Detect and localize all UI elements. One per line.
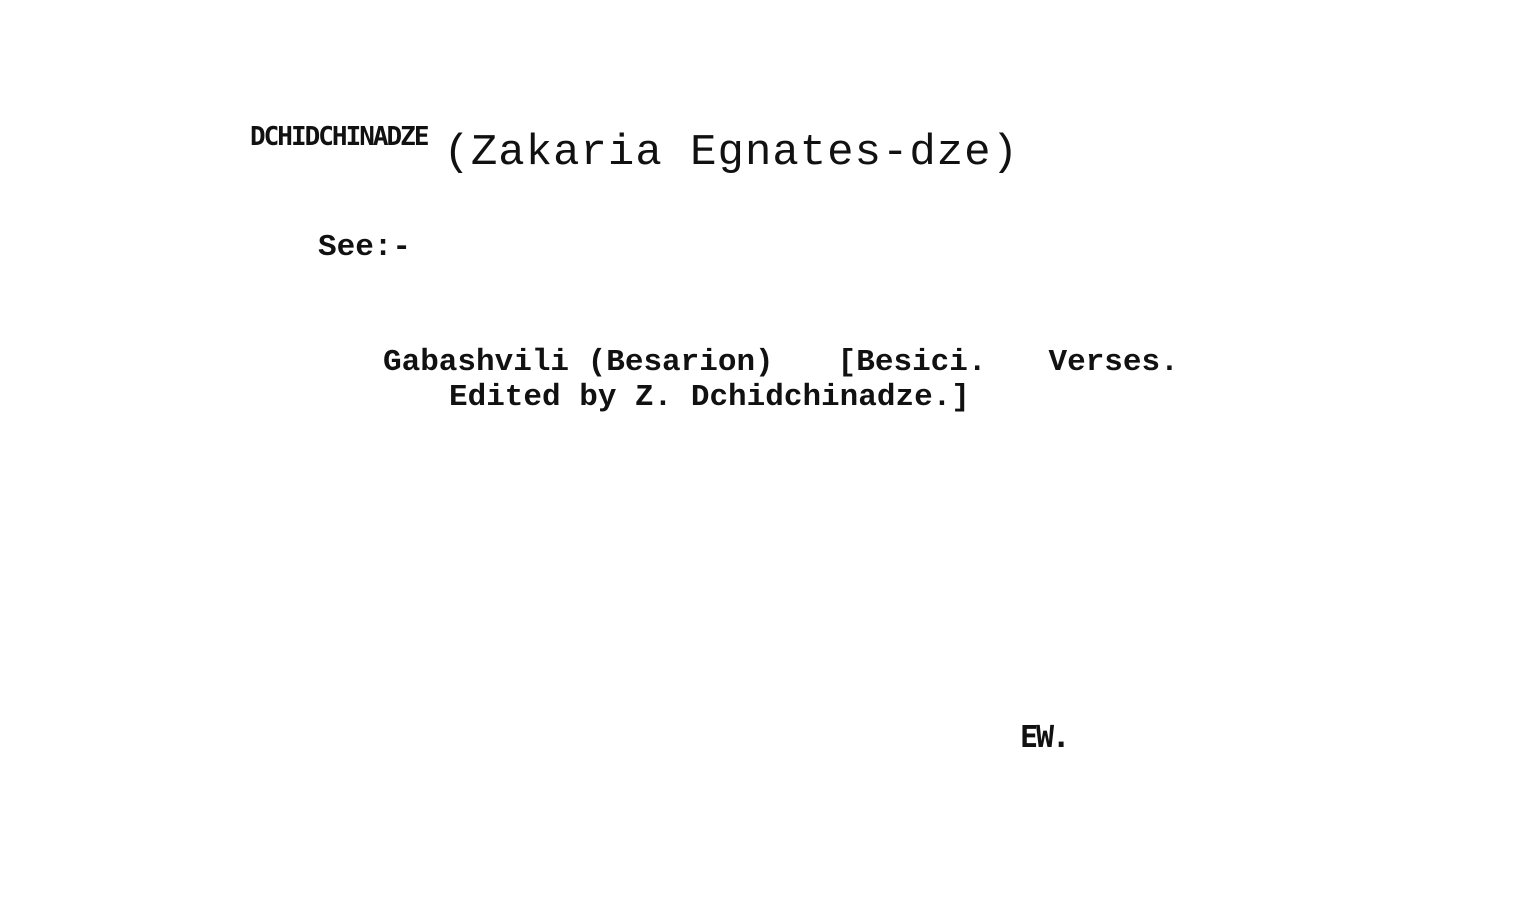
reference-editor-note: Edited by Z. Dchidchinadze.] xyxy=(449,380,970,415)
heading xyxy=(250,122,1019,178)
see-label: See:- xyxy=(318,230,412,265)
reference-line-2 xyxy=(383,380,1179,415)
reference-form: Verses. xyxy=(1048,345,1179,380)
reference-author: Gabashvili (Besarion) xyxy=(383,345,774,380)
cross-reference xyxy=(383,345,1179,415)
cataloger-initials: EW. xyxy=(1020,720,1069,755)
reference-line-1 xyxy=(383,345,1179,380)
heading-qualifier: (Zakaria Egnates-dze) xyxy=(443,128,1019,178)
reference-title: [Besici. xyxy=(837,345,987,380)
heading-name: DCHIDCHINADZE xyxy=(250,122,428,152)
